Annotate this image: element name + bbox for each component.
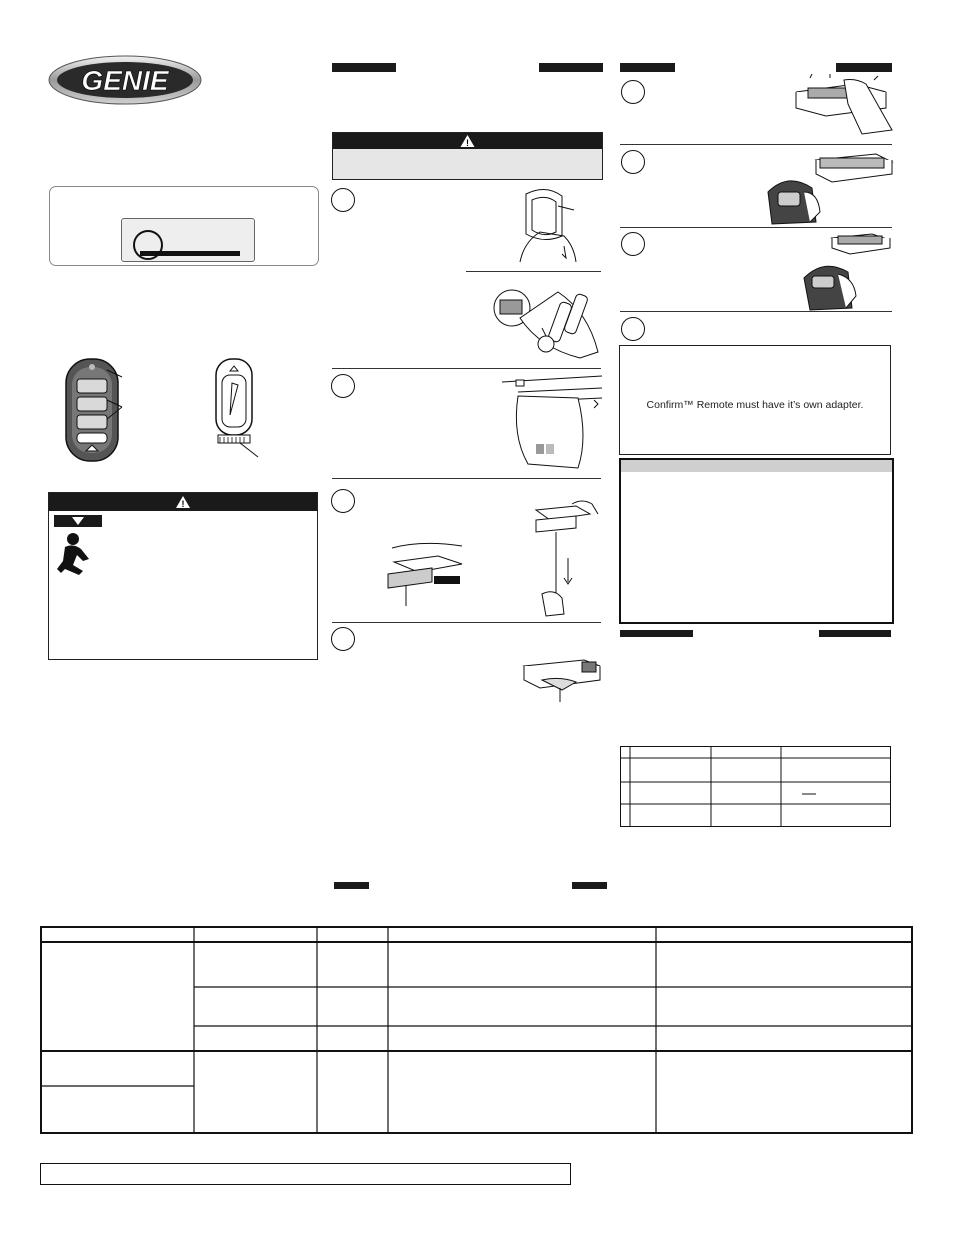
opener-motor-illustration: [498, 372, 602, 470]
section-divider: [466, 271, 601, 272]
step-number-circle: [331, 374, 355, 398]
section-header-bar: [332, 63, 396, 72]
hazard-tag: [54, 515, 102, 527]
step-number-circle: [621, 80, 645, 104]
section-header-bar: [539, 63, 603, 72]
genie-logo: [48, 55, 202, 105]
pull-cord-illustration: [522, 496, 602, 618]
step-number-circle: [331, 188, 355, 212]
press-learn-button-illustration: [790, 74, 894, 136]
battery-compartment-illustration: [490, 278, 602, 366]
svg-text:!: !: [466, 138, 469, 148]
warning-header-bar: [49, 493, 317, 511]
section-divider: [332, 622, 601, 623]
remote-back-illustration: [210, 355, 270, 465]
powerhead-led-illustration: [520, 652, 604, 702]
section-divider: [620, 144, 892, 145]
section-divider: [332, 478, 601, 479]
footer-tab: [334, 882, 369, 889]
troubleshooting-table: [40, 926, 913, 1134]
crush-hazard-icon: [55, 531, 105, 577]
footer-tab: [572, 882, 607, 889]
warning-box-left: [48, 492, 318, 660]
warning-box-middle: [332, 132, 603, 180]
wall-console-illustration: [382, 538, 472, 608]
section-header-bar: [836, 63, 892, 72]
step-number-circle: [331, 489, 355, 513]
step-number-circle: [331, 627, 355, 651]
led-status-table: [620, 746, 891, 827]
switch-setting-panel: [49, 186, 319, 266]
step-number-circle: [621, 317, 645, 341]
section-divider: [620, 311, 892, 312]
bottom-note-box: [40, 1163, 571, 1185]
confirm-remote-note: Confirm™ Remote must have it’s own adapter.: [646, 399, 864, 411]
warning-exclamation: !: [181, 499, 185, 509]
section-header-bar: [620, 630, 693, 637]
logo-wordmark: GENIE: [81, 65, 169, 96]
warning-header-bar: [333, 133, 602, 149]
test-remote-illustration: [798, 228, 894, 312]
confirm-remote-note-box: [619, 345, 891, 455]
step-number-circle: [621, 150, 645, 174]
program-remote-illustration: [760, 148, 894, 224]
notice-box: [619, 458, 894, 624]
switch-position-circle: [133, 230, 163, 260]
section-header-bar: [819, 630, 891, 637]
remote-visor-clip-illustration: [512, 186, 592, 266]
section-divider: [332, 368, 601, 369]
step-number-circle: [621, 232, 645, 256]
section-header-bar: [620, 63, 675, 72]
notice-header: [621, 460, 892, 472]
remote-front-illustration: [60, 355, 140, 465]
